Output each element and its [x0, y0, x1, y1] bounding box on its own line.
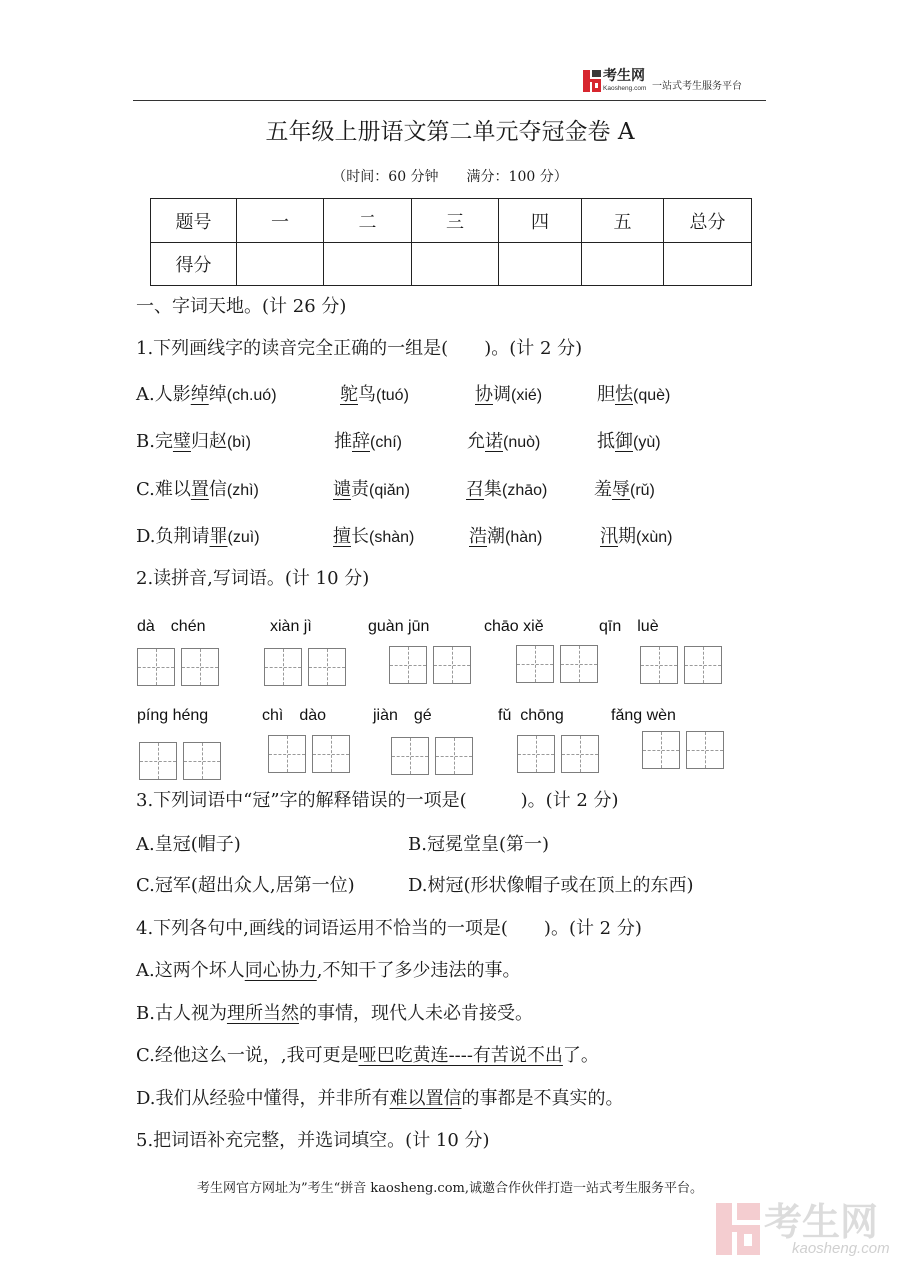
- item-text: 调: [493, 384, 511, 405]
- score-table-empty-cell: [582, 243, 664, 286]
- item-text: C.难以: [136, 479, 191, 500]
- item-text: 抵: [597, 431, 615, 452]
- answer-box-pair: [391, 737, 473, 775]
- logo-slogan: 一站式考生服务平台: [652, 81, 742, 92]
- underlined-char: 诺: [485, 431, 503, 452]
- pronunciation-item: [597, 383, 670, 408]
- answer-box: [560, 645, 598, 683]
- answer-box-pair: [517, 735, 599, 773]
- pronunciation-item: [340, 383, 409, 408]
- answer-box: [640, 646, 678, 684]
- logo-mark-icon: [583, 70, 601, 92]
- score-table-empty-cell: [499, 243, 582, 286]
- pronunciation-item: [600, 525, 672, 550]
- question-3-option: D.树冠(形状像帽子或在顶上的东西): [408, 875, 694, 896]
- pinyin-label: jiàn gé: [373, 707, 432, 724]
- exam-time-score-info: （时间：60 分钟 满分：100 分）: [332, 169, 568, 185]
- footer-note: 考生网官方网址为”考生“拼音 kaosheng.com,诚邀合作伙伴打造一站式考生服务平台。: [196, 1181, 703, 1196]
- pronunciation-item: [467, 430, 540, 455]
- item-text: 胆: [597, 384, 615, 405]
- underlined-char: 辞: [352, 431, 370, 452]
- pinyin-label: píng héng: [137, 707, 209, 724]
- pinyin-label: fǔ chōng: [498, 707, 564, 724]
- underlined-char: 汛: [600, 526, 618, 547]
- question-1-stem: 1.下列画线字的读音完全正确的一组是( )。(计 2 分): [136, 338, 583, 359]
- answer-box: [139, 742, 177, 780]
- question-3-option: B.冠冕堂皇(第一): [408, 834, 549, 855]
- item-text: 羞: [594, 479, 612, 500]
- question-4-option: [136, 1044, 599, 1068]
- answer-box: [517, 735, 555, 773]
- pinyin: (nuò): [503, 434, 541, 451]
- answer-box: [312, 735, 350, 773]
- pinyin: (què): [633, 387, 671, 404]
- pronunciation-item: [136, 478, 259, 503]
- underlined-char: 浩: [469, 526, 487, 547]
- item-text: 集: [484, 479, 502, 500]
- pronunciation-item: [475, 383, 542, 408]
- pinyin: (ch.uó): [226, 387, 277, 404]
- answer-box: [268, 735, 306, 773]
- answer-box-pair: [137, 648, 219, 686]
- underlined-char: 辱: [612, 479, 630, 500]
- logo-name: 考生网: [603, 68, 645, 84]
- answer-box-pair: [268, 735, 350, 773]
- underlined-char: 协: [475, 384, 493, 405]
- pinyin: (chí): [370, 434, 402, 451]
- underlined-char: 鸵: [340, 384, 358, 405]
- pinyin: (yù): [633, 434, 661, 451]
- item-text: D.负荆请: [136, 526, 210, 547]
- pinyin: (tuó): [376, 387, 409, 404]
- score-table-empty-cell: [412, 243, 499, 286]
- answer-box: [391, 737, 429, 775]
- question-3-stem: 3.下列词语中“冠”字的解释错误的一项是( )。(计 2 分): [136, 790, 619, 811]
- underlined-char: 怯: [615, 384, 633, 405]
- answer-box: [642, 731, 680, 769]
- question-4-option: [136, 1087, 624, 1111]
- answer-box: [686, 731, 724, 769]
- answer-box: [181, 648, 219, 686]
- question-4-stem: 4.下列各句中,画线的词语运用不恰当的一项是( )。(计 2 分): [136, 918, 642, 939]
- pinyin: (shàn): [369, 529, 415, 546]
- answer-box: [561, 735, 599, 773]
- pronunciation-item: [136, 525, 260, 550]
- option-text: ,不知干了多少违法的事。: [316, 960, 521, 981]
- pinyin: (zhāo): [502, 482, 548, 499]
- option-text: A.这两个坏人: [136, 960, 245, 981]
- pinyin-label: qīn luè: [599, 618, 659, 635]
- pinyin-label: guàn jūn: [368, 618, 430, 635]
- item-text: 鸟: [358, 384, 376, 405]
- item-text: 潮: [487, 526, 505, 547]
- pinyin-label: chì dào: [262, 707, 327, 724]
- answer-box: [264, 648, 302, 686]
- underlined-char: 绰: [190, 384, 209, 405]
- underlined-char: 擅: [333, 526, 351, 547]
- pronunciation-item: [333, 525, 414, 550]
- answer-box-pair: [642, 731, 724, 769]
- pronunciation-item: [334, 430, 402, 455]
- option-text: 的事都是不真实的。: [461, 1088, 624, 1109]
- underlined-phrase: 同心协力: [244, 960, 317, 981]
- score-table-header-cell: 总分: [664, 199, 752, 243]
- question-4-option: [136, 1002, 533, 1026]
- pronunciation-item: [466, 478, 547, 503]
- underlined-char: 置: [190, 479, 209, 500]
- item-text: 推: [334, 431, 352, 452]
- underlined-phrase: 哑巴吃黄连----有苦说不出: [358, 1045, 563, 1066]
- score-table-header-cell: 三: [412, 199, 499, 243]
- watermark-domain: kaosheng.com: [792, 1240, 890, 1257]
- score-table-header-cell: 题号: [151, 199, 237, 243]
- score-table-header-cell: 一: [237, 199, 324, 243]
- question-2-stem: 2.读拼音,写词语。(计 10 分): [136, 568, 370, 589]
- answer-box: [435, 737, 473, 775]
- answer-box-pair: [516, 645, 598, 683]
- score-table-header-cell: 四: [499, 199, 582, 243]
- section-heading: 一、字词天地。(计 26 分): [136, 296, 347, 317]
- score-table-score-row: [151, 243, 752, 286]
- pinyin: (zuì): [227, 529, 260, 546]
- pinyin: (qiǎn): [369, 482, 410, 499]
- pronunciation-item: [597, 430, 661, 455]
- pronunciation-item: [469, 525, 542, 550]
- score-table-header-cell: 五: [582, 199, 664, 243]
- answer-box-pair: [139, 742, 221, 780]
- item-text: 信: [208, 479, 227, 500]
- score-table: [150, 198, 752, 286]
- option-text: D.我们从经验中懂得，并非所有: [136, 1088, 390, 1109]
- watermark-mark-icon: [716, 1203, 760, 1255]
- pinyin: (zhì): [226, 482, 259, 499]
- pinyin: (bì): [226, 434, 251, 451]
- pinyin-label: fǎng wèn: [611, 707, 676, 724]
- underlined-char: 召: [466, 479, 484, 500]
- score-table-empty-cell: [664, 243, 752, 286]
- logo-domain: Kaosheng.com: [603, 85, 647, 92]
- pinyin: (xùn): [636, 529, 673, 546]
- answer-box-pair: [264, 648, 346, 686]
- option-text: C.经他这么一说，,我可更是: [136, 1045, 359, 1066]
- pinyin: (hàn): [505, 529, 543, 546]
- item-text: 责: [351, 479, 369, 500]
- item-text: A.人影: [136, 384, 191, 405]
- score-table-empty-cell: [324, 243, 412, 286]
- underlined-char: 罪: [209, 526, 228, 547]
- underlined-char: 璧: [172, 431, 191, 452]
- underlined-char: 御: [615, 431, 633, 452]
- pinyin: (rǔ): [630, 482, 655, 499]
- pinyin-label: xiàn jì: [270, 618, 312, 635]
- answer-box: [308, 648, 346, 686]
- answer-box-pair: [640, 646, 722, 684]
- answer-box-pair: [389, 646, 471, 684]
- pronunciation-item: [136, 383, 277, 408]
- underlined-char: 谴: [333, 479, 351, 500]
- answer-box: [183, 742, 221, 780]
- pinyin-label: chāo xiě: [484, 618, 544, 635]
- answer-box: [137, 648, 175, 686]
- exam-title: 五年级上册语文第二单元夺冠金卷 A: [265, 119, 635, 145]
- option-text: 的事情，现代人未必肯接受。: [298, 1003, 533, 1024]
- pinyin-label: dà chén: [137, 618, 206, 635]
- underlined-phrase: 理所当然: [226, 1003, 299, 1024]
- question-5-stem: 5.把词语补充完整，并选词填空。(计 10 分): [136, 1130, 490, 1151]
- header-divider: [133, 100, 766, 101]
- pronunciation-item: [136, 430, 251, 455]
- pronunciation-item: [333, 478, 410, 503]
- answer-box: [433, 646, 471, 684]
- score-table-header-cell: 二: [324, 199, 412, 243]
- answer-box: [684, 646, 722, 684]
- question-4-option: [136, 959, 520, 983]
- score-table-empty-cell: [237, 243, 324, 286]
- item-text: 绰: [208, 384, 227, 405]
- item-text: 允: [467, 431, 485, 452]
- question-3-option: A.皇冠(帽子): [136, 834, 241, 855]
- score-table-header-row: [151, 199, 752, 243]
- option-text: B.古人视为: [136, 1003, 227, 1024]
- item-text: B.完: [136, 431, 173, 452]
- answer-box: [516, 645, 554, 683]
- underlined-phrase: 难以置信: [389, 1088, 462, 1109]
- question-3-option: C.冠军(超出众人,居第一位): [136, 875, 355, 896]
- pronunciation-item: [594, 478, 655, 503]
- item-text: 归赵: [190, 431, 227, 452]
- item-text: 期: [618, 526, 636, 547]
- pinyin: (xié): [511, 387, 543, 404]
- option-text: 了。: [562, 1045, 599, 1066]
- item-text: 长: [351, 526, 369, 547]
- watermark-name: 考生网: [764, 1200, 879, 1244]
- answer-box: [389, 646, 427, 684]
- score-table-label-cell: 得分: [151, 243, 237, 286]
